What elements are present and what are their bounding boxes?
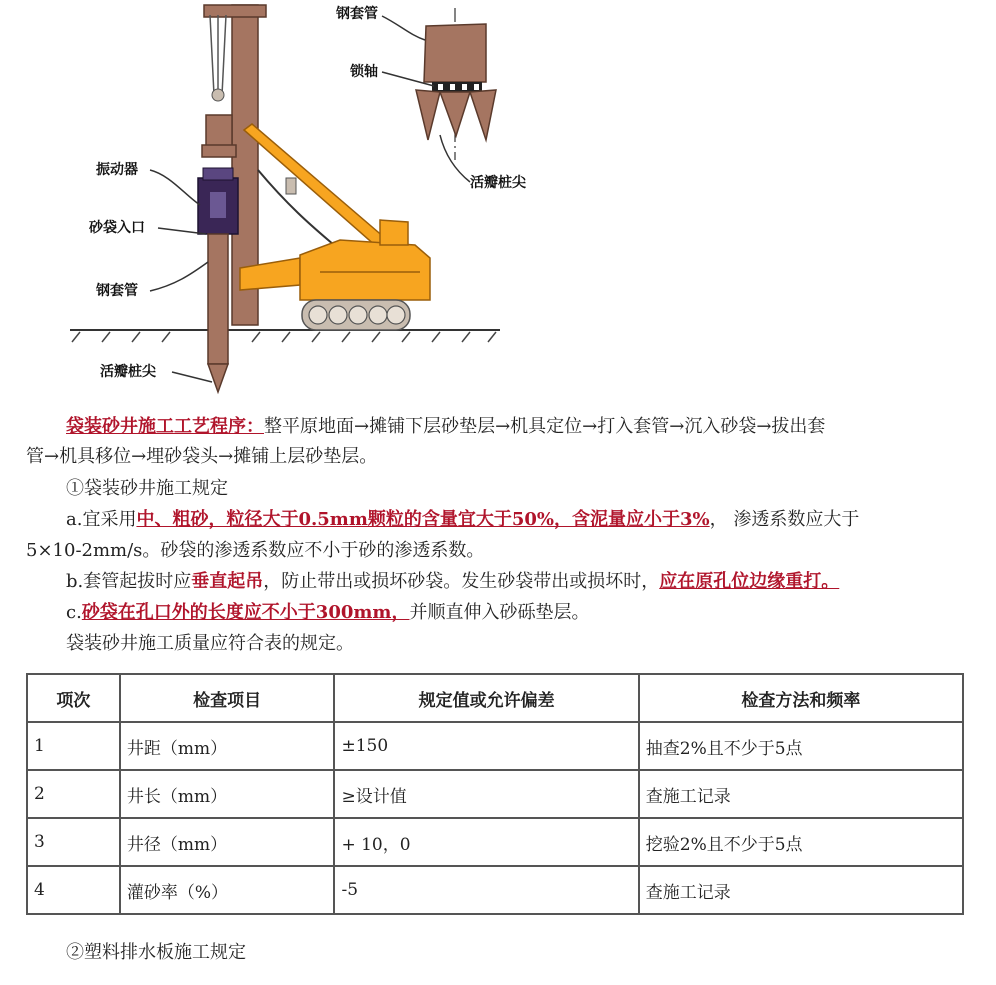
cell-item: 井径（mm） [120, 818, 335, 866]
process-line2: 管→机具移位→埋砂袋头→摊铺上层砂垫层。 [26, 446, 378, 467]
quality-table [26, 673, 964, 915]
rule-b: b.套管起拔时应垂直起吊，防止带出或损坏砂袋。发生砂袋带出或损坏时，应在原孔位边缘重打。 [66, 571, 840, 592]
rule2-heading: ②塑料排水板施工规定 [66, 942, 246, 963]
cell-index: 4 [27, 866, 120, 914]
cell-index: 2 [27, 770, 120, 818]
cell-tolerance: ±150 [334, 722, 638, 770]
label-lock-shaft: 锁轴 [350, 64, 378, 80]
table-intro: 袋装砂井施工质量应符合表的规定。 [66, 633, 354, 654]
table-row [27, 866, 963, 914]
process-paragraph-cont [0, 442, 996, 472]
cell-item: 灌砂率（%） [120, 866, 335, 914]
header-index: 项次 [27, 674, 120, 722]
process-line1: 整平原地面→摊铺下层砂垫层→机具定位→打入套管→沉入砂袋→拔出套 [264, 416, 826, 437]
ground-hatch [72, 332, 496, 342]
cell-index: 3 [27, 818, 120, 866]
cell-method: 查施工记录 [639, 866, 963, 914]
table-row [27, 818, 963, 866]
steel-casing [208, 234, 228, 364]
header-item: 检查项目 [120, 674, 335, 722]
table-row [27, 770, 963, 818]
cell-method: 挖验2%且不少于5点 [639, 818, 963, 866]
cell-item: 井距（mm） [120, 722, 335, 770]
table-row [27, 722, 963, 770]
process-heading: 袋装砂井施工工艺程序： [66, 416, 264, 437]
label-sand-bag-inlet: 砂袋入口 [89, 220, 145, 236]
cell-item: 井长（mm） [120, 770, 335, 818]
header-method: 检查方法和频率 [639, 674, 963, 722]
label-valve-tip-left: 活瓣桩尖 [100, 364, 156, 380]
cell-tolerance: ≥设计值 [334, 770, 638, 818]
cell-index: 1 [27, 722, 120, 770]
rule-b-emph1: 垂直起吊 [191, 571, 264, 592]
process-paragraph [0, 412, 996, 442]
rule-b-emph2: 应在原孔位边缘重打。 [659, 571, 840, 592]
rule-a: a.宜采用中、粗砂，粒径大于0.5mm颗粒的含量宜大于50%，含泥量应小于3%， 渗透系数应大于 [66, 509, 860, 530]
header-tolerance: 规定值或允许偏差 [334, 674, 638, 722]
label-steel-casing-left: 钢套管 [96, 283, 138, 299]
rule-c: c.砂袋在孔口外的长度应不小于300mm，并顺直伸入砂砾垫层。 [66, 602, 590, 623]
label-vibrator: 振动器 [96, 162, 138, 178]
rule-a-emph: 中、粗砂，粒径大于0.5mm颗粒的含量宜大于50%，含泥量应小于3% [136, 509, 710, 530]
detail-casing [424, 24, 486, 82]
cell-method: 查施工记录 [639, 770, 963, 818]
rule-a-cont: 5×10-2mm/s。砂袋的渗透系数应不小于砂的渗透系数。 [26, 540, 485, 561]
table-header-row [27, 674, 963, 722]
construction-diagram [0, 0, 996, 400]
cell-method: 抽查2%且不少于5点 [639, 722, 963, 770]
rule1-heading: ①袋装砂井施工规定 [66, 478, 228, 499]
rule-c-emph: 砂袋在孔口外的长度应不小于300mm， [81, 602, 410, 623]
label-valve-tip-right: 活瓣桩尖 [470, 175, 526, 191]
cell-tolerance: + 10，0 [334, 818, 638, 866]
label-steel-casing-top: 钢套管 [336, 6, 378, 22]
cell-tolerance: -5 [334, 866, 638, 914]
